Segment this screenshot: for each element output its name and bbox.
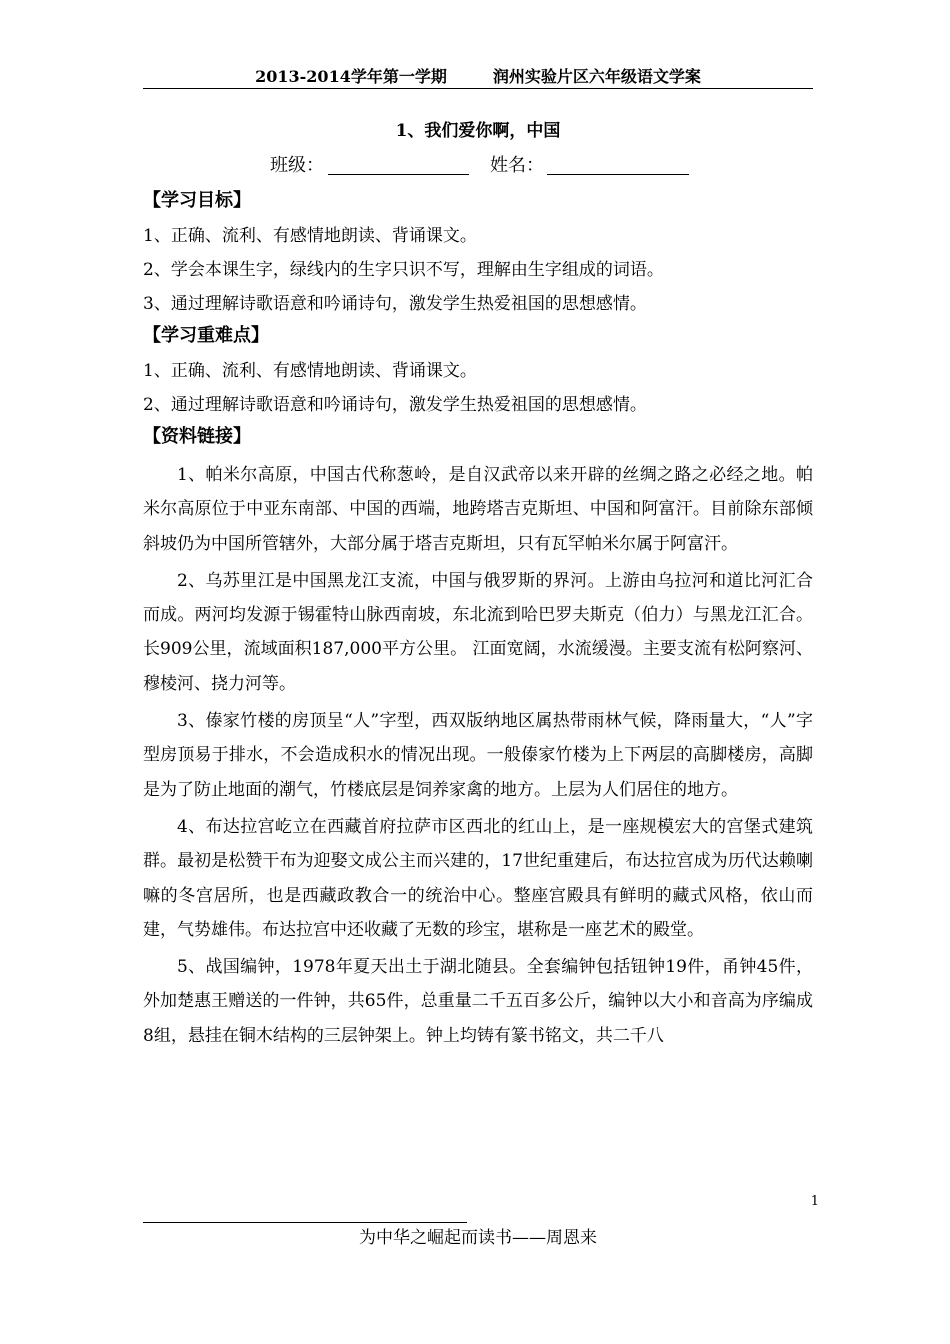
page-footer: 为中华之崛起而读书——周恩来: [359, 1228, 597, 1248]
content-body: [143, 186, 813, 1056]
page-header: [143, 66, 813, 88]
key-points-list: [143, 354, 813, 422]
goal-item: 3、通过理解诗歌语意和吟诵诗句，激发学生热爱祖国的思想感情。: [143, 294, 647, 314]
goals-list: [143, 219, 813, 321]
key-point-item: 2、通过理解诗歌语意和吟诵诗句，激发学生热爱祖国的思想感情。: [143, 395, 647, 415]
resource-paragraph: 1、帕米尔高原，中国古代称葱岭，是自汉武帝以来开辟的丝绸之路之必经之地。帕米尔高原位于中亚东南部、中国的西端，地跨塔吉克斯坦、中国和阿富汗。目前除东部倾斜坡仍为中国所管辖外，大部分属于塔吉克斯坦，只有瓦罕帕米尔属于阿富汗。: [143, 465, 813, 554]
resource-paragraph: 2、乌苏里江是中国黑龙江支流，中国与俄罗斯的界河。上游由乌拉河和道比河汇合而成。两河均发源于锡霍特山脉西南坡，东北流到哈巴罗夫斯克（伯力）与黑龙江汇合。长909公里，流域面积187,000平方公里。 江面宽阔，水流缓漫。主要支流有松阿察河、穆棱河、挠力河等。: [143, 570, 813, 694]
lesson-title: 1、我们爱你啊，中国: [395, 121, 561, 141]
goal-item: 1、正确、流利、有感情地朗读、背诵课文。: [143, 226, 477, 246]
footer-rule: [143, 1222, 467, 1223]
header-term: 2013-2014学年第一学期: [255, 67, 447, 86]
header-rule: [143, 88, 813, 89]
key-points-heading: 【学习重难点】: [143, 325, 269, 346]
student-info-row: [143, 152, 813, 180]
name-blank[interactable]: [547, 174, 689, 175]
resource-paragraph: 3、傣家竹楼的房顶呈“人”字型，西双版纳地区属热带雨林气候，降雨量大，“人”字型房顶易于排水，不会造成积水的情况出现。一般傣家竹楼为上下两层的高脚楼房，高脚是为了防止地面的潮气，竹楼底层是饲养家禽的地方。上层为人们居住的地方。: [143, 711, 813, 800]
resource-paragraph: 5、战国编钟，1978年夏天出土于湖北随县。全套编钟包括钮钟19件，甬钟45件，外加楚惠王赠送的一件钟，共65件，总重量二千五百多公斤，编钟以大小和音高为序编成8组，悬挂在铜木结构的三层钟架上。钟上均铸有篆书铭文，共二千八: [143, 957, 813, 1046]
goal-item: 2、学会本课生字，绿线内的生字只识不写，理解由生字组成的词语。: [143, 260, 664, 280]
page-number: 1: [810, 1194, 819, 1209]
resources-heading: 【资料链接】: [143, 426, 251, 447]
name-label: 姓名：: [490, 155, 544, 176]
key-point-item: 1、正确、流利、有感情地朗读、背诵课文。: [143, 361, 477, 381]
header-school: 润州实验片区六年级语文学案: [492, 67, 701, 86]
class-label: 班级：: [270, 155, 324, 176]
resource-paragraph: 4、布达拉宫屹立在西藏首府拉萨市区西北的红山上，是一座规模宏大的宫堡式建筑群。最初是松赞干布为迎娶文成公主而兴建的，17世纪重建后，布达拉宫成为历代达赖喇嘛的冬宫居所，也是西藏政教合一的统治中心。整座宫殿具有鲜明的藏式风格，依山而建，气势雄伟。布达拉宫中还收藏了无数的珍宝，堪称是一座艺术的殿堂。: [143, 816, 813, 940]
goals-heading: 【学习目标】: [143, 190, 251, 211]
resources-list: [143, 458, 813, 1053]
class-blank[interactable]: [328, 174, 469, 175]
